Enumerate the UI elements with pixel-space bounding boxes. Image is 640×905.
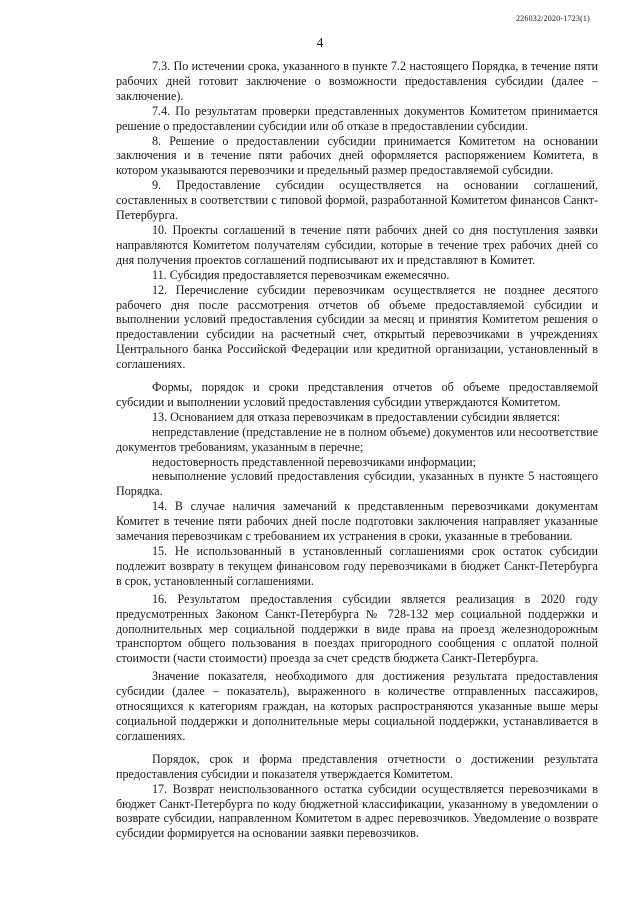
paragraph-16-reporting: Порядок, срок и форма представления отчетности о достижении результата предоставления субсидии и показателя утверждается Комитетом. <box>116 751 598 781</box>
paragraph-10: 10. Проекты соглашений в течение пяти рабочих дней со дня поступления заявки направляются Комитетом получателям субсидии, которые в течение трех рабочих дней со дня получения проектов соглашений подписывают их и представляют в Комитет. <box>116 222 598 267</box>
paragraph-13-item-1: непредставление (представление не в полном объеме) документов или несоответствие документов требованиям, указанным в перечне; <box>116 424 598 454</box>
document-registration-number: 226032/2020-1723(1) <box>515 14 590 23</box>
paragraph-12-forms: Формы, порядок и сроки представления отчетов об объеме предоставляемой субсидии и выполнении условий предоставления субсидии утверждаются Комитетом. <box>116 380 598 409</box>
paragraph-11: 11. Субсидия предоставляется перевозчикам ежемесячно. <box>152 267 450 282</box>
paragraph-14: 14. В случае наличия замечаний к представленным перевозчиками документам Комитет в течение пяти рабочих дней после подготовки заключения направляет указанные замечания перевозчикам с требованием их устранения в сроки, указанные в требовании. <box>116 499 598 544</box>
paragraph-13-item-3: невыполнение условий предоставления субсидии, указанных в пункте 5 настоящего Порядка. <box>116 469 598 499</box>
paragraph-7-4: 7.4. По результатам проверки представленных документов Комитетом принимается решение о предоставлении субсидии или об отказе в предоставлении субсидии. <box>116 103 598 133</box>
paragraph-13-item-2: недостоверность представленной перевозчиками информации; <box>152 454 476 469</box>
document-body <box>116 59 598 841</box>
paragraph-9: 9. Предоставление субсидии осуществляется на основании соглашений, составленных в соответствии с типовой формой, разработанной Комитетом финансов Санкт-Петербурга. <box>116 178 598 223</box>
paragraph-17: 17. Возврат неиспользованного остатка субсидии осуществляется перевозчиками в бюджет Санкт-Петербурга по коду бюджетной классификации, указанному в уведомлении о возврате субсидии, направленном Комитетом в адрес перевозчиков. Уведомление о возврате субсидии формируется на основании заявки перевозчиков. <box>116 781 598 841</box>
paragraph-12: 12. Перечисление субсидии перевозчикам осуществляется не позднее десятого рабочего дня после рассмотрения отчетов об объеме предоставляемой субсидии и выполнении условий предоставления субсидии за месяц и принятия Комитетом решения о предоставлении субсидии на расчетный счет, открытый перевозчиками в учреждениях Центрального банка Российской Федерации или кредитной организации, установленный в соглашениях. <box>116 282 598 372</box>
paragraph-16: 16. Результатом предоставления субсидии является реализация в 2020 году предусмотренных Законом Санкт-Петербурга № 728-132 мер социальной поддержки и дополнительных мер социальной поддержки в виде права на проезд железнодорожным транспортом общего пользования в поездах пригородного сообщения с оплатой полной стоимости (части стоимости) проезда за счет средств бюджета Санкт-Петербурга. <box>116 591 598 666</box>
paragraph-8: 8. Решение о предоставлении субсидии принимается Комитетом на основании заключения и в течение пяти рабочих дней оформляется распоряжением Комитета, в котором указываются перевозчики и предельный размер предоставляемой субсидии. <box>116 133 598 178</box>
paragraph-16-indicator: Значение показателя, необходимого для достижения результата предоставления субсидии (далее – показатель), выраженного в количестве отправленных пассажиров, относящихся к категориям граждан, на которых распространяются указанные выше меры социальной поддержки и дополнительные меры социальной поддержки, устанавливается в соглашениях. <box>116 669 598 743</box>
page-number: 4 <box>316 35 324 50</box>
paragraph-13: 13. Основанием для отказа перевозчикам в предоставлении субсидии является: <box>152 409 561 424</box>
paragraph-7-3: 7.3. По истечении срока, указанного в пункте 7.2 настоящего Порядка, в течение пяти рабочих дней готовит заключение о возможности предоставления субсидии (далее – заключение). <box>116 59 598 103</box>
paragraph-15: 15. Не использованный в установленный соглашениями срок остаток субсидии подлежит возврату в текущем финансовом году перевозчиками в бюджет Санкт-Петербурга в срок, установленный соглашениями. <box>116 544 598 588</box>
